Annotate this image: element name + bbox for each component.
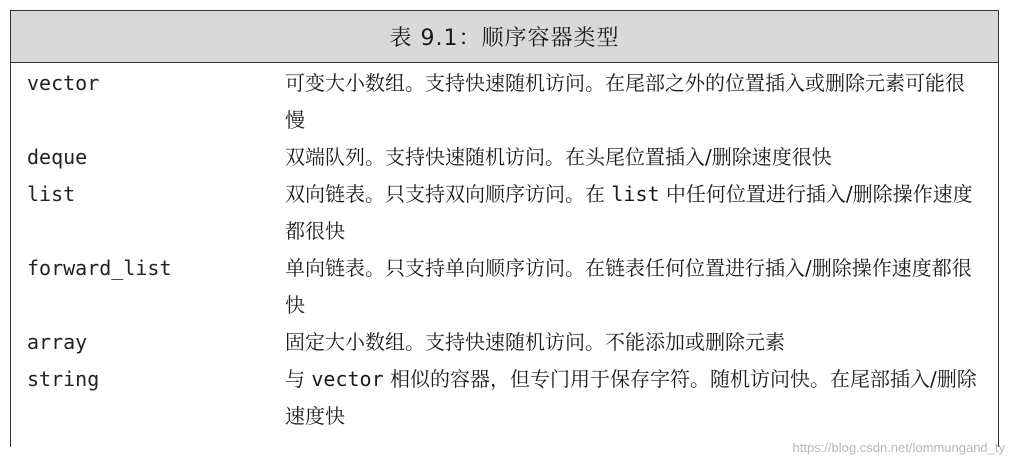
container-description: 可变大小数组。支持快速随机访问。在尾部之外的位置插入或删除元素可能很慢 [285,71,965,132]
container-description: 固定大小数组。支持快速随机访问。不能添加或删除元素 [285,330,785,354]
table-row [11,65,998,139]
table-row [11,176,998,250]
container-name: list [27,182,76,206]
container-name: vector [27,71,100,95]
table-row [11,139,998,176]
code-term: vector [311,367,384,391]
table-row [11,324,998,361]
container-description: 单向链表。只支持单向顺序访问。在链表任何位置进行插入/删除操作速度都很快 [285,256,972,317]
watermark: https://blog.csdn.net/lommungand_ty [792,440,1005,455]
container-description: 双端队列。支持快速随机访问。在头尾位置插入/删除速度很快 [285,145,832,169]
code-term: list [611,182,660,206]
container-name: deque [27,145,88,169]
container-name: array [27,330,88,354]
table-body [11,63,998,435]
container-types-table [10,10,999,447]
table-row [11,250,998,324]
table-title: 表 9.1：顺序容器类型 [11,11,998,63]
container-description: 双向链表。只支持双向顺序访问。在 list 中任何位置进行插入/删除操作速度都很快 [285,182,973,243]
container-description: 与 vector 相似的容器，但专门用于保存字符。随机访问快。在尾部插入/删除速度快 [285,367,977,428]
container-name: string [27,367,100,391]
table-row [11,361,998,435]
container-name: forward_list [27,256,172,280]
